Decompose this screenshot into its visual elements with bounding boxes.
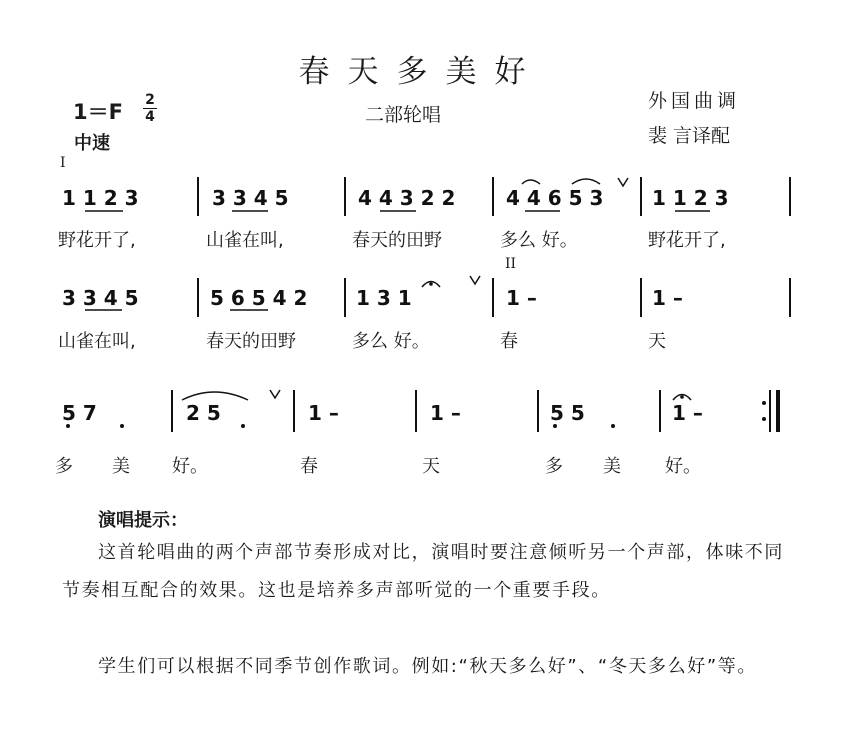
note-m16: 1 –: [672, 401, 703, 425]
part-label-1: I: [60, 155, 66, 171]
note-m12: 2 5: [186, 401, 221, 425]
song-title: 春天多美好: [298, 54, 544, 90]
lyric-2-1: 山雀在叫,: [58, 331, 136, 352]
note-m4: 4 4 6 5 3: [506, 186, 604, 210]
note-m15: 5 5: [550, 401, 585, 425]
note-m2: 3 3 4 5: [212, 186, 289, 210]
note-m14: 1 –: [430, 401, 461, 425]
arranger-credit: 裴 言译配: [648, 125, 731, 147]
lyric-3-7: 美: [603, 456, 621, 477]
note-m13: 1 –: [308, 401, 339, 425]
note-m7: 5 6 5 4 2: [210, 286, 308, 310]
note-m9: 1 –: [506, 286, 537, 310]
lyric-3-1: 多: [55, 456, 73, 477]
tempo-marking: 中速: [74, 133, 110, 154]
note-m5: 1 1 2 3: [652, 186, 729, 210]
origin-credit: 外国曲调: [648, 90, 741, 112]
lyric-3-6: 多: [545, 456, 563, 477]
note-m8: 1 3 1: [356, 286, 412, 310]
lyric-2-2: 春天的田野: [206, 331, 296, 352]
lyric-3-3: 好。: [172, 456, 208, 477]
note-m3: 4 4 3 2 2: [358, 186, 456, 210]
lyric-3-8: 好。: [665, 456, 701, 477]
lyric-1-4: 多么 好。: [500, 230, 578, 251]
lyric-1-1: 野花开了,: [58, 230, 136, 251]
note-m10: 1 –: [652, 286, 683, 310]
key-signature: 1＝F: [73, 100, 123, 124]
part-label-2: II: [505, 256, 517, 272]
lyric-2-5: 天: [648, 331, 666, 352]
time-signature-bottom: 4: [145, 109, 155, 125]
note-m11: 5 7: [62, 401, 97, 425]
time-signature-top: 2: [143, 92, 157, 109]
lyric-3-2: 美: [112, 456, 130, 477]
hints-heading: 演唱提示：: [98, 510, 188, 531]
note-m6: 3 3 4 5: [62, 286, 139, 310]
lyric-1-2: 山雀在叫,: [206, 230, 284, 251]
lyric-1-3: 春天的田野: [352, 230, 442, 251]
hints-paragraph-2: 学生们可以根据不同季节创作歌词。例如:“秋天多么好”、“冬天多么好”等。: [98, 656, 757, 677]
subtitle: 二部轮唱: [365, 104, 442, 126]
note-m1: 1 1 2 3: [62, 186, 139, 210]
lyric-3-5: 天: [422, 456, 440, 477]
lyric-2-4: 春: [500, 331, 518, 352]
lyric-1-5: 野花开了,: [648, 230, 726, 251]
lyric-2-3: 多么 好。: [352, 331, 430, 352]
hints-paragraph-1: 这首轮唱曲的两个声部节奏形成对比，演唱时要注意倾听另一个声部，体味不同节奏相互配合的效果。这也是培养多声部听觉的一个重要手段。: [62, 542, 784, 601]
lyric-3-4: 春: [300, 456, 318, 477]
